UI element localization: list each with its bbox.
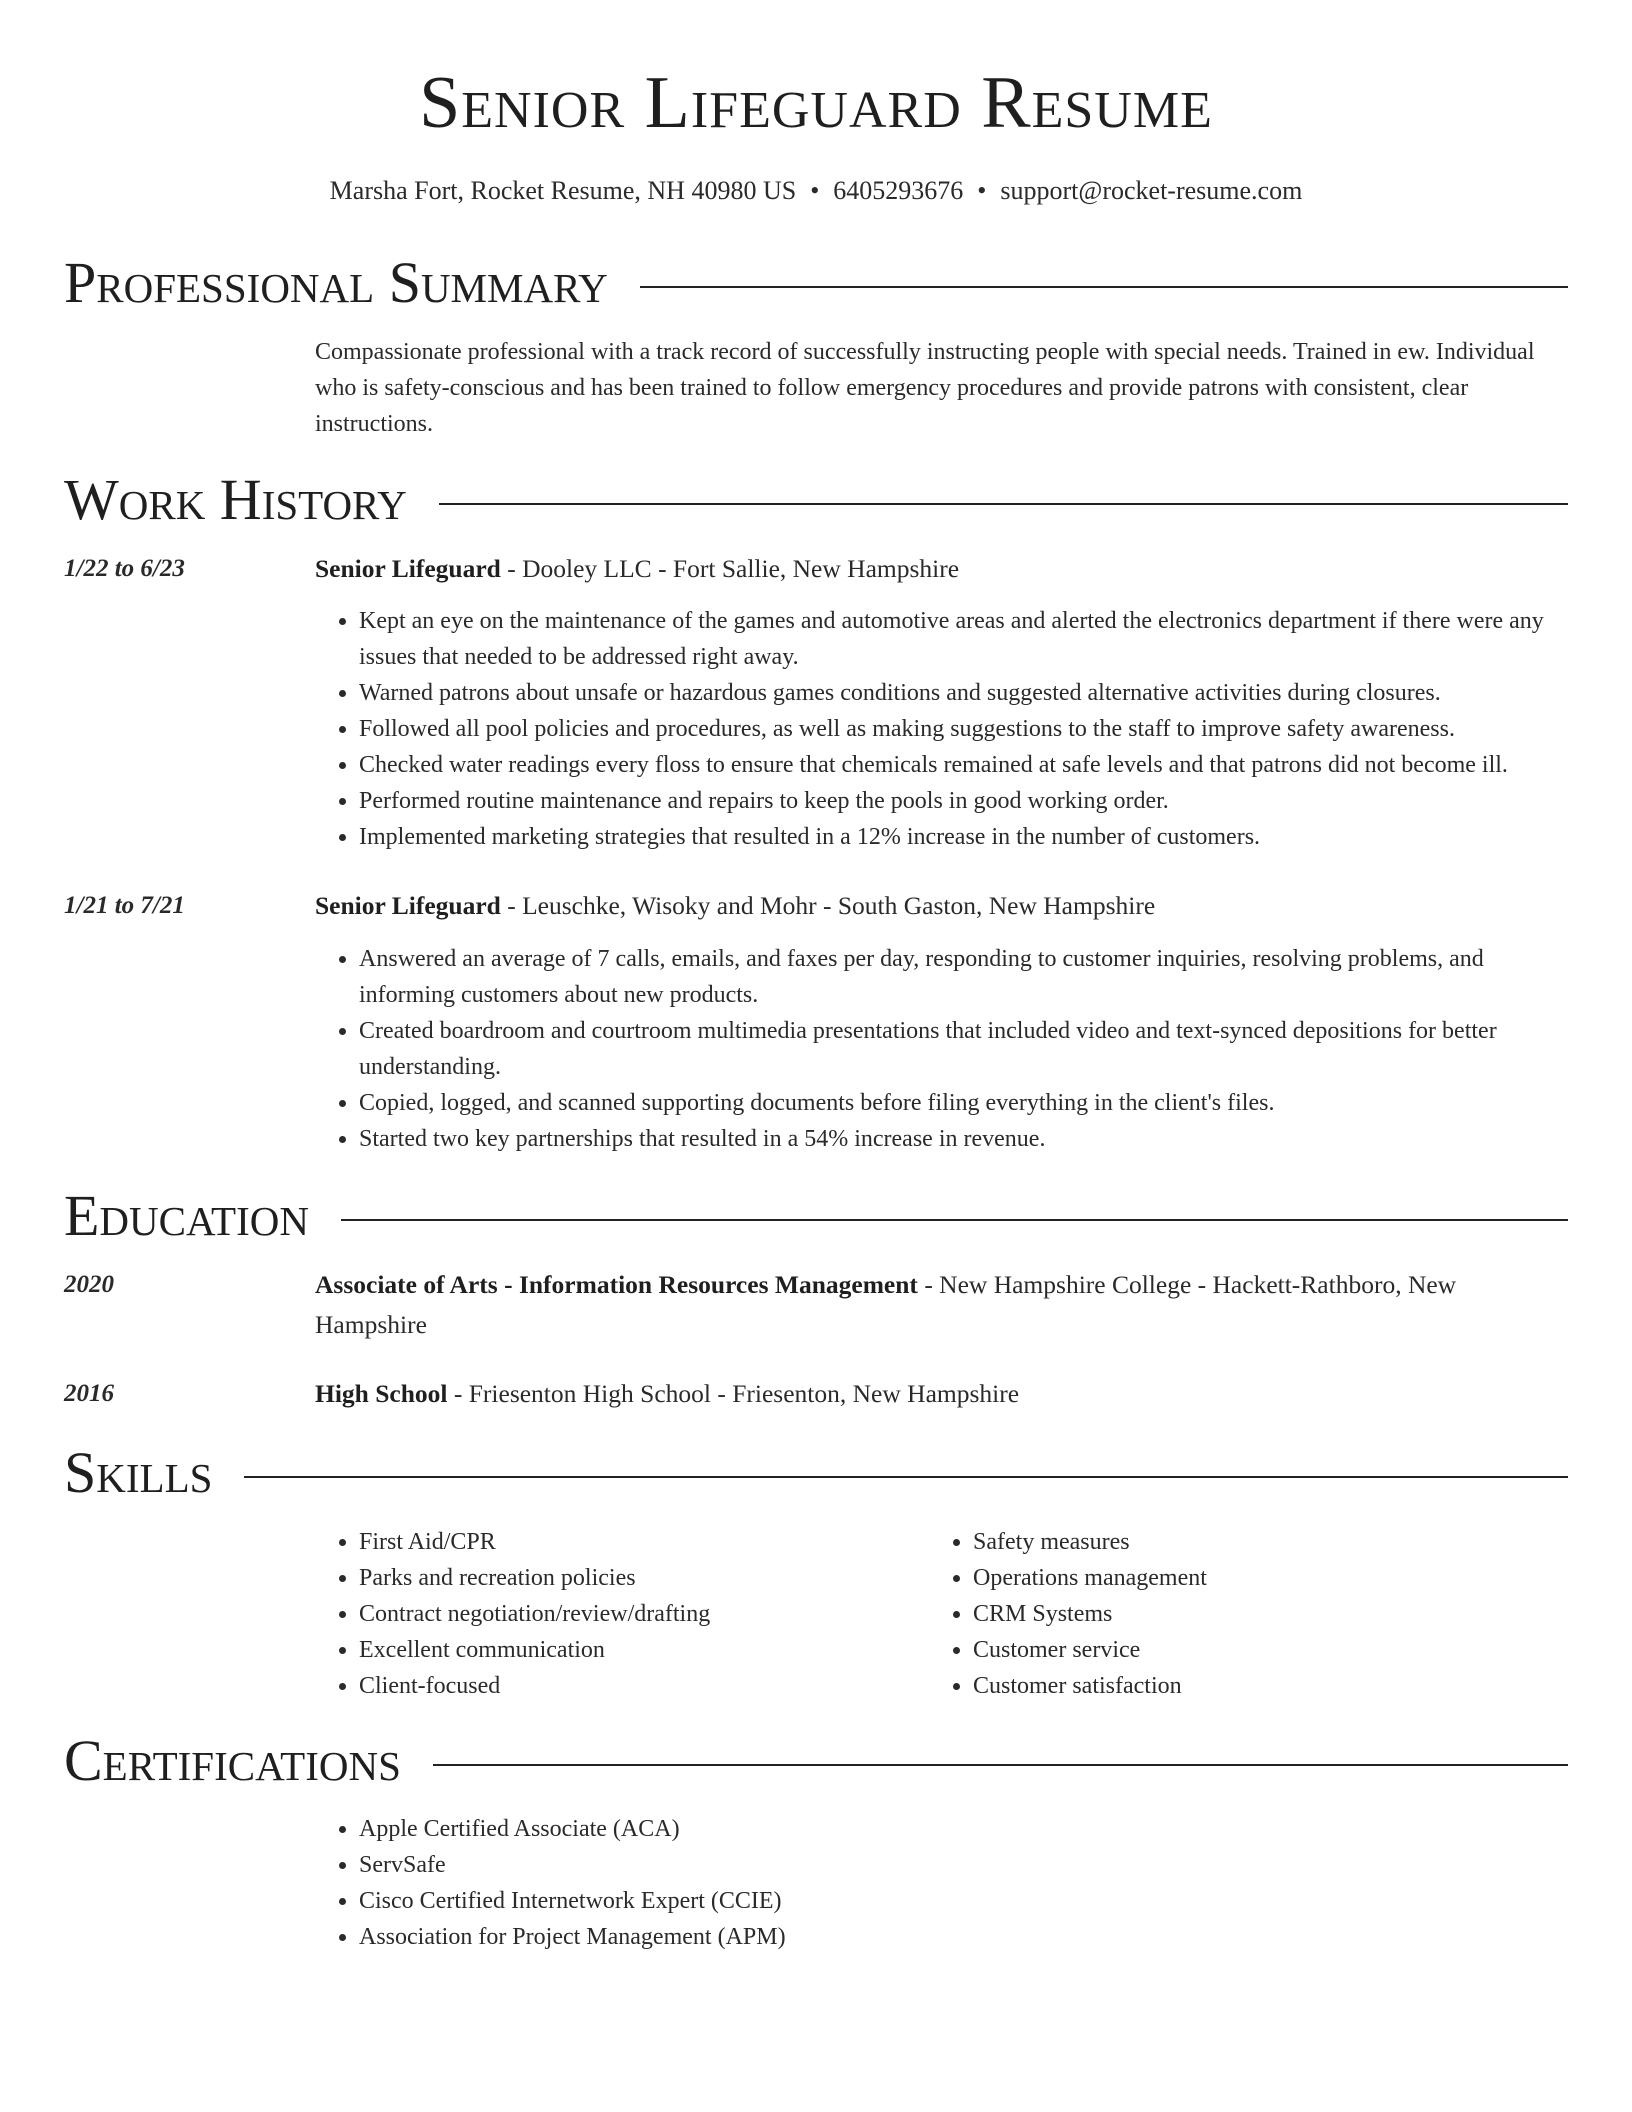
job-title: Senior Lifeguard xyxy=(315,554,501,583)
section-header-education xyxy=(64,1183,1568,1249)
list-item: • Performed routine maintenance and repairs to keep the pools in good working order. xyxy=(359,783,1568,819)
list-item: • Association for Project Management (APM) xyxy=(359,1919,1568,1955)
summary-text: Compassionate professional with a track record of successfully instructing people with special needs. Trained in ew. Individual who is safety-conscious and has been trained to follow emergency procedures and provide patrons with consistent, clear instructions. xyxy=(315,339,1535,437)
section-divider xyxy=(640,286,1568,288)
job-dates: 1/21 to 7/21 xyxy=(64,892,185,919)
contact-email: support@rocket-resume.com xyxy=(1000,176,1303,205)
list-item: • Contract negotiation/review/drafting xyxy=(359,1596,919,1632)
skills-list-left xyxy=(315,1524,919,1704)
education-details: - New Hampshire College - Hackett-Rathboro, New Hampshire xyxy=(315,1270,1457,1339)
list-item: • Followed all pool policies and procedures, as well as making suggestions to the staff to improve safety awareness. xyxy=(359,711,1568,747)
list-item: • Safety measures xyxy=(973,1524,1568,1560)
contact-address: Marsha Fort, Rocket Resume, NH 40980 US xyxy=(329,176,797,205)
list-item: • Cisco Certified Internetwork Expert (CCIE) xyxy=(359,1883,1568,1919)
job-heading xyxy=(315,886,1568,926)
education-entry xyxy=(315,1374,1568,1414)
job-details: - Dooley LLC - Fort Sallie, New Hampshire xyxy=(500,554,960,583)
list-item: • Client-focused xyxy=(359,1668,919,1704)
list-item: • Answered an average of 7 calls, emails, and faxes per day, responding to customer inquiries, resolving problems, and informing customers about new products. xyxy=(359,941,1568,1013)
list-item: • Parks and recreation policies xyxy=(359,1560,919,1596)
list-item: • Implemented marketing strategies that resulted in a 12% increase in the number of customers. xyxy=(359,819,1568,855)
contact-separator: • xyxy=(977,176,987,205)
contact-phone: 6405293676 xyxy=(833,176,964,205)
list-item: • Copied, logged, and scanned supporting documents before filing everything in the client's files. xyxy=(359,1085,1568,1121)
education-degree: High School xyxy=(315,1379,448,1408)
section-divider xyxy=(433,1764,1568,1766)
section-divider xyxy=(341,1219,1568,1221)
section-title-work: Work History xyxy=(64,467,407,532)
education-entry xyxy=(315,1265,1568,1345)
list-item: • Customer service xyxy=(973,1632,1568,1668)
section-header-work xyxy=(64,467,1568,533)
job-heading xyxy=(315,549,1568,589)
section-title-certifications: Certifications xyxy=(64,1728,401,1793)
job-dates: 1/22 to 6/23 xyxy=(64,555,185,582)
contact-line xyxy=(0,174,1632,208)
job-bullets xyxy=(315,603,1568,855)
skills-list-right xyxy=(929,1524,1568,1704)
list-item: • CRM Systems xyxy=(973,1596,1568,1632)
list-item: • Started two key partnerships that resulted in a 54% increase in revenue. xyxy=(359,1121,1568,1157)
list-item: • Operations management xyxy=(973,1560,1568,1596)
section-header-certifications xyxy=(64,1728,1568,1794)
list-item: • Apple Certified Associate (ACA) xyxy=(359,1811,1568,1847)
list-item: • First Aid/CPR xyxy=(359,1524,919,1560)
list-item: • Checked water readings every floss to ensure that chemicals remained at safe levels and that patrons did not become ill. xyxy=(359,747,1568,783)
section-title-education: Education xyxy=(64,1183,309,1248)
list-item: • ServSafe xyxy=(359,1847,1568,1883)
education-year: 2020 xyxy=(64,1271,114,1298)
job-bullets xyxy=(315,941,1568,1157)
certifications-list xyxy=(315,1811,1568,1955)
section-title-skills: Skills xyxy=(64,1440,213,1505)
section-divider xyxy=(244,1476,1568,1478)
section-header-summary xyxy=(64,250,1568,316)
section-header-skills xyxy=(64,1440,1568,1506)
list-item: • Excellent communication xyxy=(359,1632,919,1668)
list-item: • Warned patrons about unsafe or hazardous games conditions and suggested alternative activities during closures. xyxy=(359,675,1568,711)
job-title: Senior Lifeguard xyxy=(315,891,501,920)
contact-separator: • xyxy=(810,176,820,205)
resume-title: Senior Lifeguard Resume xyxy=(419,62,1213,144)
job-details: - Leuschke, Wisoky and Mohr - South Gaston, New Hampshire xyxy=(500,891,1156,920)
list-item: • Customer satisfaction xyxy=(973,1668,1568,1704)
section-title-summary: Professional Summary xyxy=(64,250,608,315)
section-divider xyxy=(439,503,1568,505)
education-year: 2016 xyxy=(64,1380,114,1407)
list-item: • Kept an eye on the maintenance of the games and automotive areas and alerted the electronics department if there were any issues that needed to be addressed right away. xyxy=(359,603,1568,675)
education-details: - Friesenton High School - Friesenton, New Hampshire xyxy=(447,1379,1020,1408)
education-degree: Associate of Arts - Information Resources Management xyxy=(315,1270,918,1299)
list-item: • Created boardroom and courtroom multimedia presentations that included video and text-synced depositions for better understanding. xyxy=(359,1013,1568,1085)
